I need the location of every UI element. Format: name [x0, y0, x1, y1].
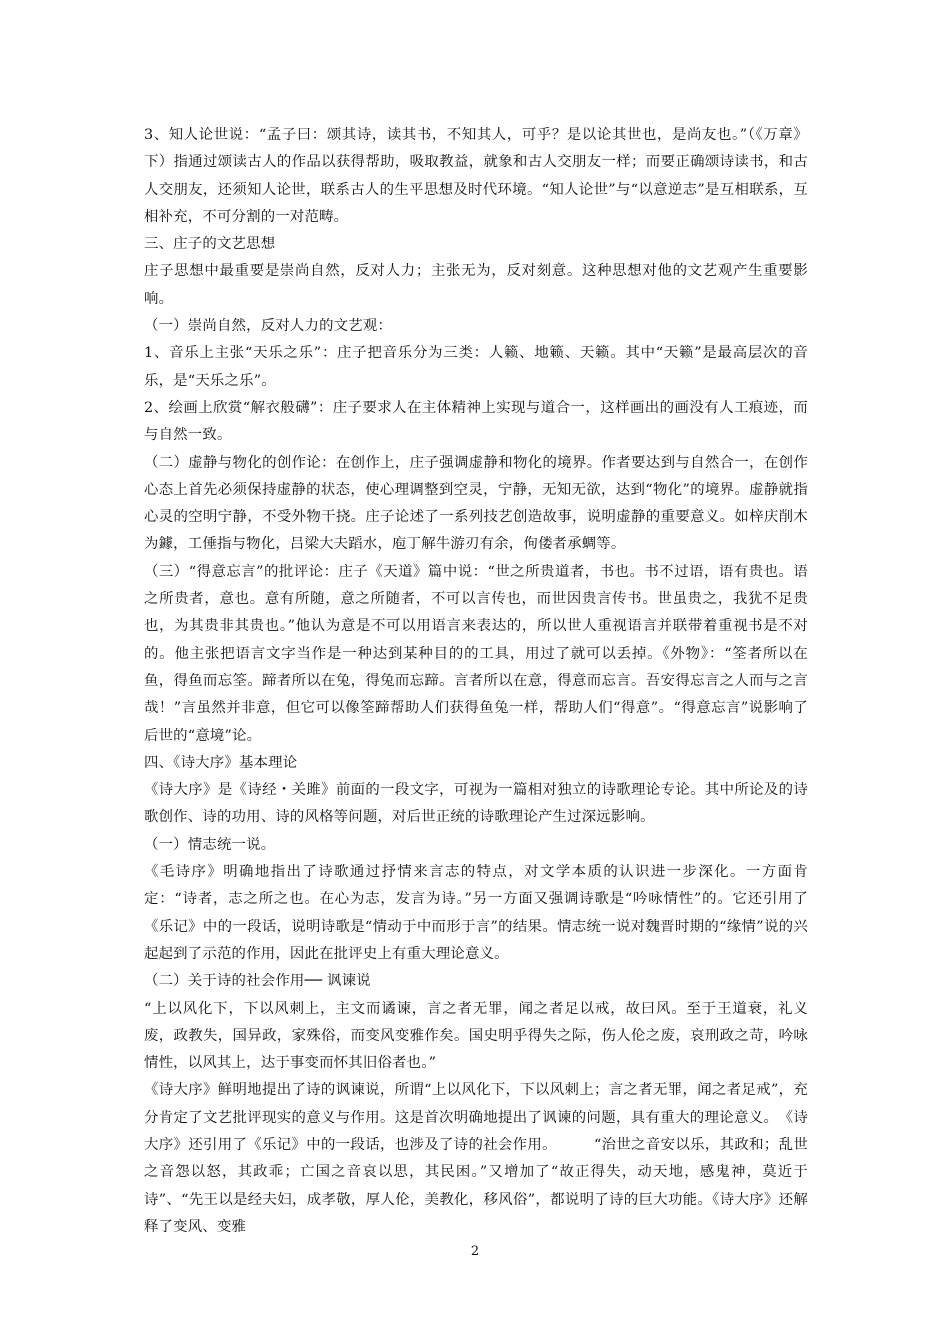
quote-fenghua: “上以风化下，下以风刺上，主文而谲谏，言之者无罪，闻之者足以戒，故曰风。至于王道衰，礼义废，政教失，国异政，家殊俗，而变风变雅作矣。国史明乎得失之际，伤人伦之废，哀刑政之苛，吟咏情性，以风其上，达于事变而怀其旧俗者也。”	[144, 1000, 808, 1072]
paragraph-shi-daxu-intro: 《诗大序》是《诗经・关雎》前面的一段文字，可视为一篇相对独立的诗歌理论专论。其中所论及的诗歌创作、诗的功用、诗的风格等问题，对后世正统的诗歌理论产生过深远影响。	[144, 782, 808, 826]
paragraph-maoshixu: 《毛诗序》明确地指出了诗歌通过抒情来言志的特点，对文学本质的认识进一步深化。一方面肯定：“诗者，志之所之也。在心为志，发言为诗。”另一方面又强调诗歌是“吟咏情性”的。它还引用了《乐记》中的一段话，说明诗歌是“情动于中而形于言”的结果。情志统一说对魏晋时期的“缘情”说的兴起起到了示范的作用，因此在批评史上有重大理论意义。	[144, 864, 808, 962]
page-body	[144, 122, 808, 1241]
page-number: 2	[470, 1244, 480, 1259]
heading-zhuangzi-literary-thought: 三、庄子的文艺思想	[144, 236, 276, 253]
subheading-fengjian: （二）关于诗的社会作用── 讽谏说	[144, 973, 371, 990]
paragraph-painting-jieyi-banbo: 2、绘画上欣赏“解衣般礴”：庄子要求人在主体精神上实现与道合一，这样画出的画没有人工痕迹，而与自然一致。	[144, 399, 808, 444]
heading-shi-daxu: 四、《诗大序》基本理论	[144, 754, 298, 771]
paragraph-music-tianle: 1、音乐上主张“天乐之乐”：庄子把音乐分为三类：人籁、地籁、天籁。其中“天籁”是最高层次的音乐，是“天乐之乐”。	[144, 345, 808, 389]
paragraph-xujing-wuhua: （二）虚静与物化的创作论：在创作上，庄子强调虚静和物化的境界。作者要达到与自然合一，在创作心态上首先必须保持虚静的状态，使心理调整到空灵，宁静，无知无欲，达到“物化”的境界。虚静就指心灵的空明宁静，不受外物干挠。庄子论述了一系列技艺创造故事，说明虚静的重要意义。如梓庆削木为鐻，工倕指与物化，吕梁大夫蹈水，庖丁解牛游刃有余，佝偻者承蜩等。	[144, 454, 808, 553]
paragraph-zhiren-lunshi: 3、知人论世说：“孟子曰：颂其诗，读其书，不知其人，可乎？是以论其世也，是尚友也。”（《万章》下）指通过颂读古人的作品以获得帮助，吸取教益，就象和古人交朋友一样；而要正确颂诗读书，和古人交朋友，还须知人论世，联系古人的生平思想及时代环境。“知人论世”与“以意逆志”是互相联系，互相补充，不可分割的一对范畴。	[144, 127, 808, 225]
paragraph-zhuangzi-intro: 庄子思想中最重要是崇尚自然，反对人力；主张无为，反对刻意。这种思想对他的文艺观产生重要影响。	[144, 263, 808, 307]
subheading-nature-vs-human: （一）崇尚自然，反对人力的文艺观：	[144, 318, 393, 335]
paragraph-deyi-wangyan: （三）“得意忘言”的批评论：庄子《天道》篇中说：“世之所贵道者，书也。书不过语，语有贵也。语之所贵者，意也。意有所随，意之所随者，不可以言传也，而世因贵言传书。世虽贵之，我犹不足贵也，为其贵非其贵也。”他认为意是不可以用语言来表达的，所以世人重视语言并联带着重视书是不对的。他主张把语言文字当作是一种达到某种目的的工具，用过了就可以丢掉。《外物》：“筌者所以在鱼，得鱼而忘筌。蹄者所以在兔，得兔而忘蹄。言者所以在意，得意而忘言。吾安得忘言之人而与之言哉！”言虽然并非意，但它可以像筌蹄帮助人们获得鱼兔一样，帮助人们“得意”。“得意忘言”说影响了后世的“意境”论。	[144, 563, 808, 744]
paragraph-fengjian-explanation: 《诗大序》鲜明地提出了诗的讽谏说，所谓“上以风化下，下以风刺上；言之者无罪，闻之者足戒”，充分肯定了文艺批评现实的意义与作用。这是首次明确地提出了讽谏的问题，具有重大的理论意义。 《诗大序》还引用了《乐记》中的一段话，也涉及了诗的社会作用。 “治世之音安以乐，其政和；乱世之音怨以怒，其政乖；亡国之音哀以思，其民困。”又增加了“故正得失，动天地，感鬼神，莫近于诗”、“先王以是经夫妇，成孝敬，厚人伦，美教化，移风俗”，都说明了诗的巨大功能。《诗大序》还解释了变风、变雅	[144, 1082, 808, 1235]
subheading-qingzhi-tongyi: （一）情志统一说。	[144, 836, 276, 853]
